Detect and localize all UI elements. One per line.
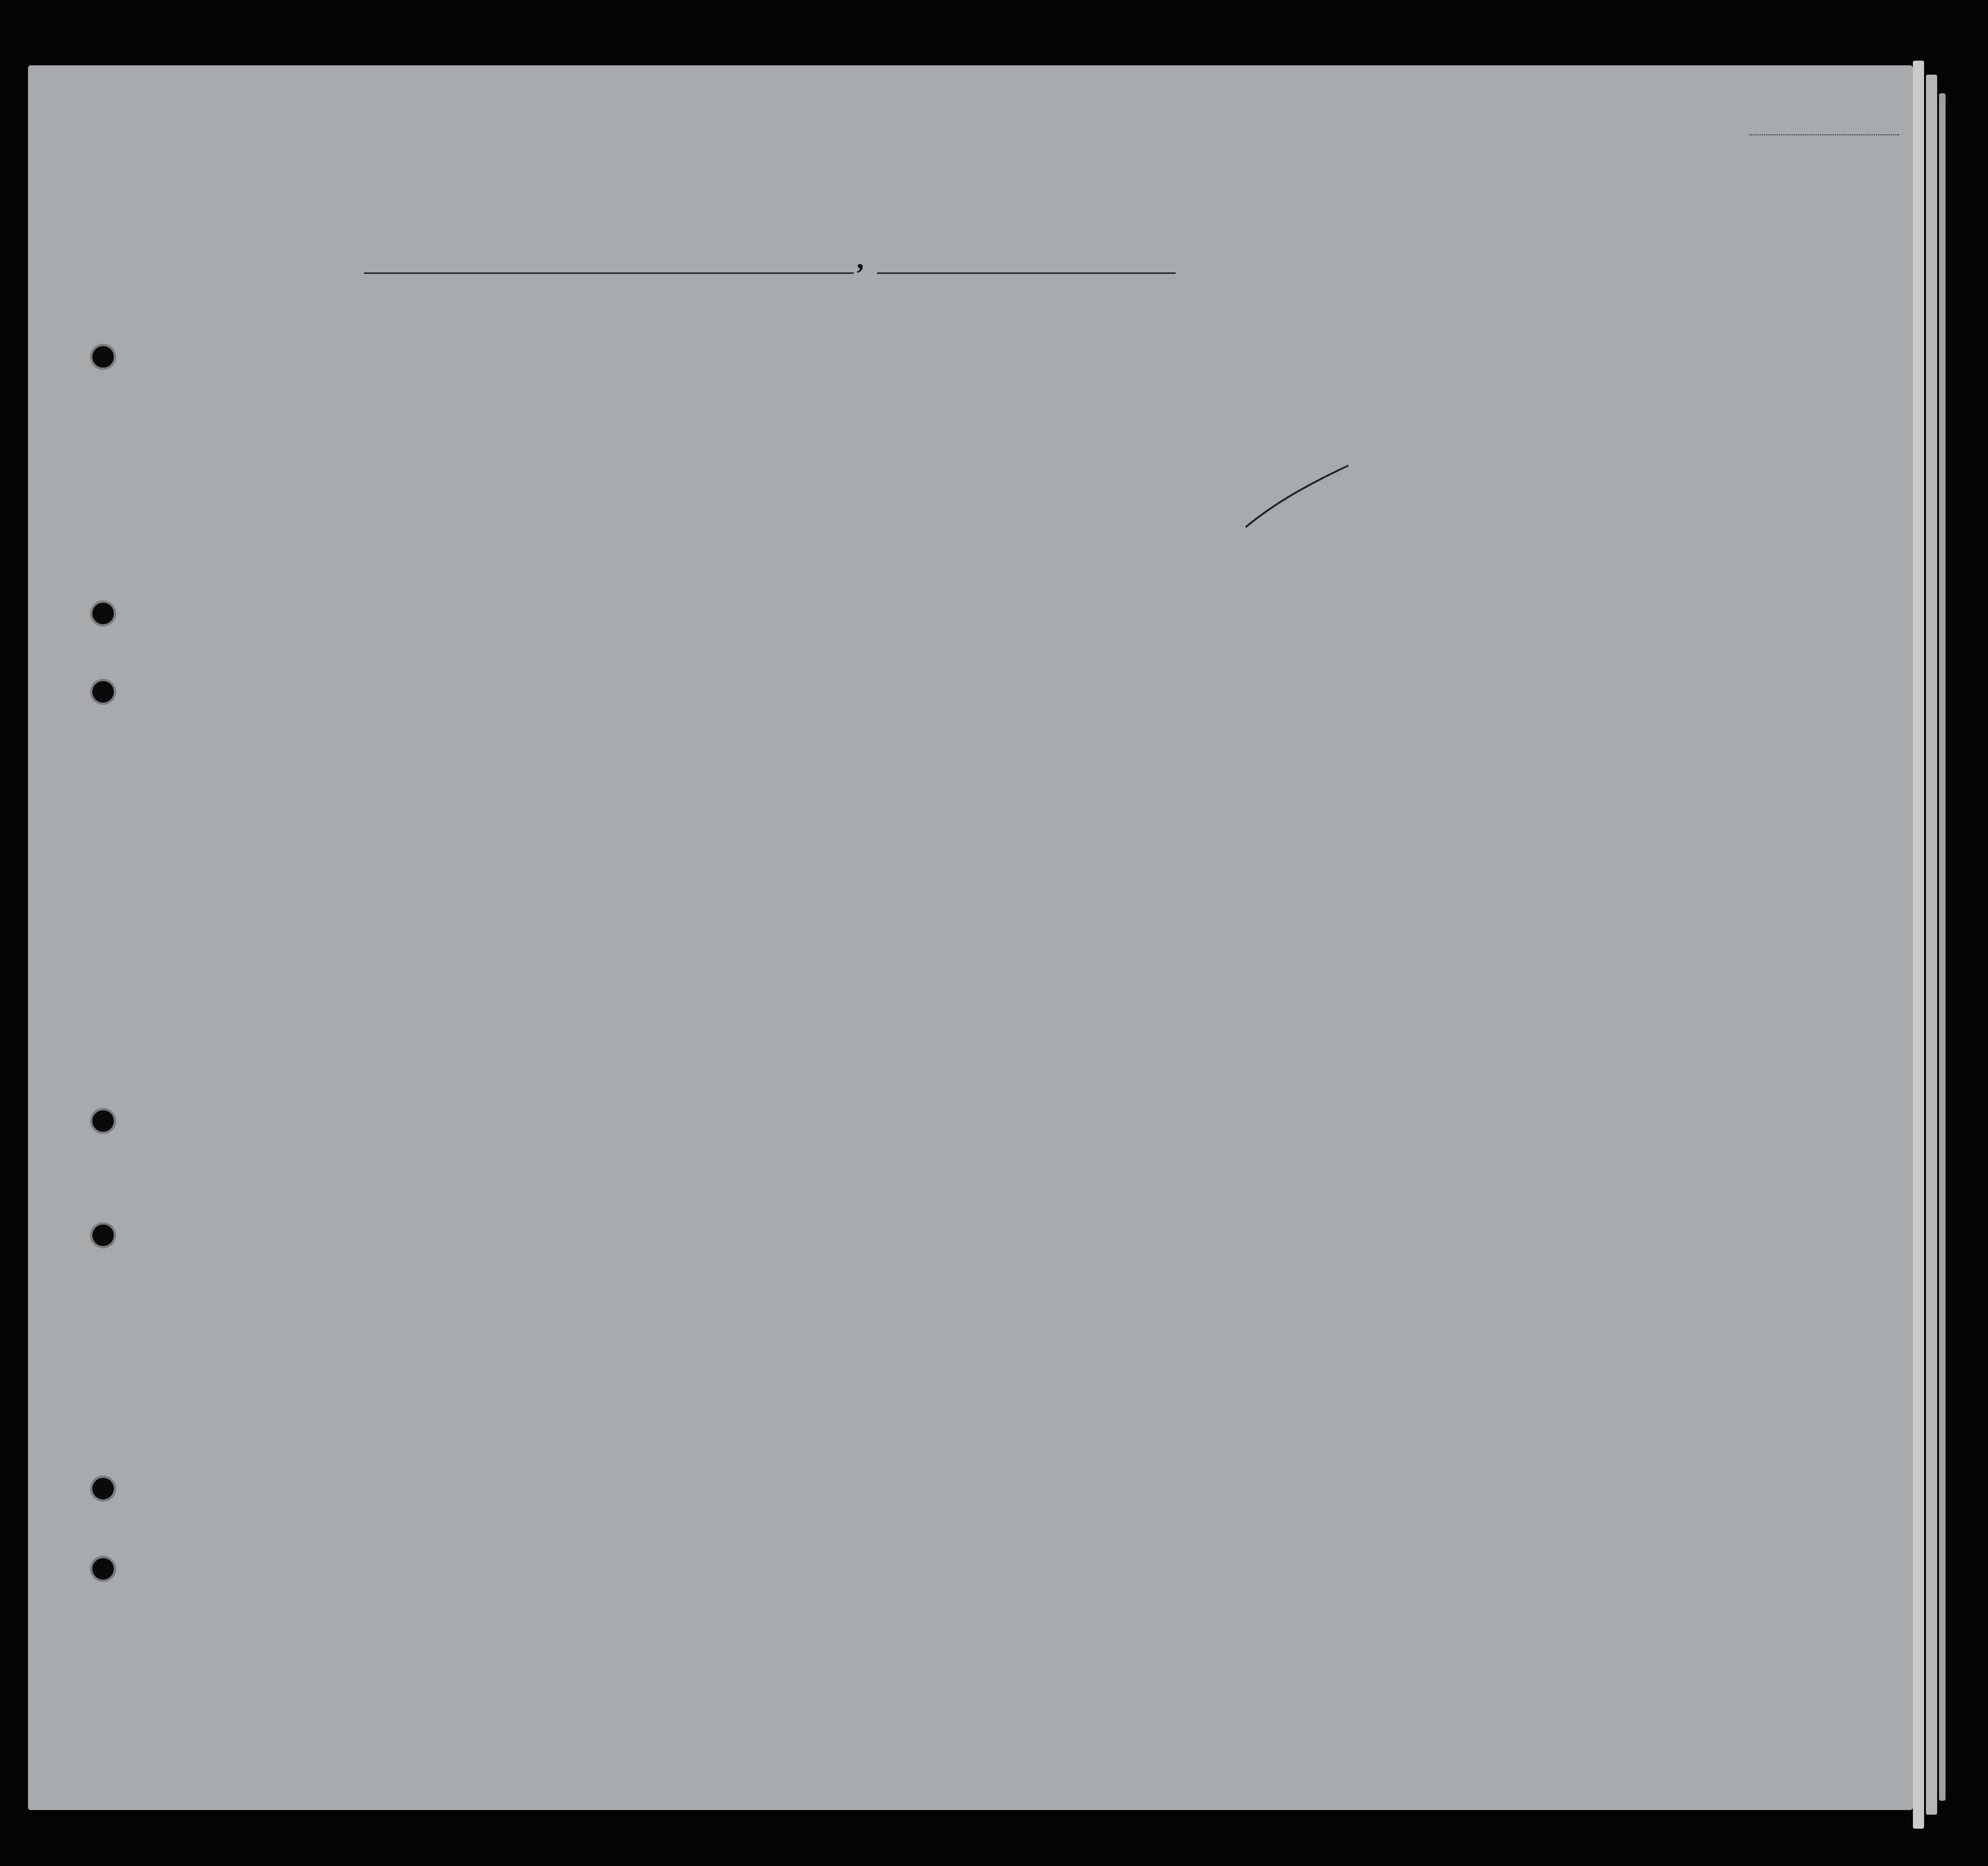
header-color (1694, 341, 1768, 369)
header-state (483, 420, 518, 439)
header-if-yes (770, 376, 914, 387)
port-underline (364, 272, 854, 274)
header-height (1610, 341, 1689, 369)
header-polygamist (1299, 331, 1319, 457)
header-foreign-port (436, 378, 483, 457)
header-join-relative (924, 355, 1138, 434)
header-anarchist (1323, 331, 1344, 457)
header-overthrow (1347, 331, 1401, 457)
date-underline (877, 272, 1176, 274)
header-labor-offer (1404, 331, 1451, 457)
list-underline (1750, 134, 1899, 135)
header-marks (1768, 373, 1890, 411)
header-prison (1265, 331, 1295, 457)
header-final-destination (436, 337, 586, 353)
pencil-mark (1241, 462, 1353, 532)
header-complexion (1652, 369, 1694, 415)
page-edge (1939, 93, 1946, 1801)
binder-hole (92, 681, 114, 703)
header-passage-paid-note (621, 401, 705, 457)
header-before-in-us-note (741, 365, 914, 376)
header-eyes (1731, 411, 1768, 429)
header-hair (1694, 411, 1731, 429)
header-purpose-return (1151, 357, 1184, 457)
header-before-in-us (741, 332, 914, 365)
header-feet (1611, 401, 1629, 457)
header-year (770, 401, 816, 448)
header-no-on-list (130, 355, 181, 434)
header-purpose (1148, 331, 1260, 355)
binder-hole (92, 1225, 114, 1246)
separator: , (857, 243, 864, 275)
binder-hole (92, 1110, 114, 1132)
header-relative-address (189, 355, 432, 457)
header-purpose-length (1189, 357, 1221, 457)
header-passage-paid (621, 355, 705, 401)
header-health (1493, 345, 1544, 439)
page-edge (1913, 61, 1924, 1829)
header-excluded (1454, 331, 1471, 457)
header-deformed (1544, 345, 1610, 439)
binder-hole (92, 1478, 114, 1499)
binder-hole (92, 346, 114, 368)
header-yes-no (743, 395, 769, 432)
binder-hole (92, 603, 114, 624)
header-inches (1632, 387, 1651, 457)
header-money (708, 331, 736, 457)
page-edge (1926, 75, 1937, 1815)
binder-hole (92, 1558, 114, 1580)
manifest-sheet (28, 65, 1913, 1810)
header-deported (1474, 331, 1491, 457)
header-final-destination-note (436, 354, 586, 365)
header-city (518, 420, 586, 439)
header-last-departure (874, 401, 914, 448)
header-ticket (589, 331, 617, 457)
header-usa (483, 377, 586, 405)
header-purpose-citizen (1226, 357, 1259, 457)
header-where (816, 411, 872, 439)
